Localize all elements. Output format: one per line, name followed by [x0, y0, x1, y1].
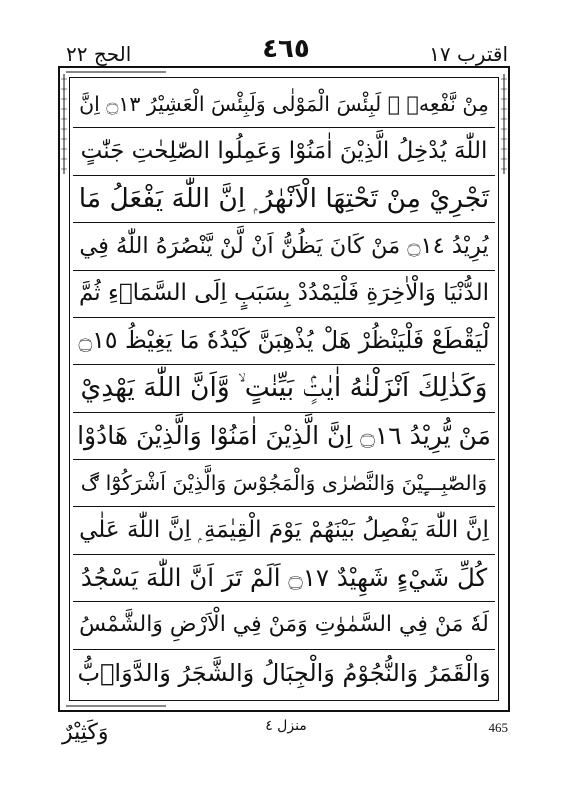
text-line: [73, 176, 495, 223]
page-header: [58, 34, 514, 66]
line-text: وَالْقَمَرُ وَالنُّجُوْمُ وَالْجِبَالُ وَالشَّجَرُ وَالدَّوَاۗبُّ: [77, 659, 491, 688]
line-text: يُرِيْدُ ۝١٤ مَنْ كَانَ يَظُنُّ اَنْ لَّنْ يَّنْصُرَهُ اللّٰهُ فِي: [79, 233, 489, 260]
surah-name: الحج ٢٢: [66, 42, 132, 66]
text-line: [73, 650, 495, 697]
page-number: 465: [488, 720, 508, 735]
border-ornament-top: [66, 68, 166, 76]
line-text: وَالصّٰبِـــِٕيْنَ وَالنَّصٰرٰى وَالْمَجُوْسَ وَالَّذِيْنَ اَشْرَكُوْٓا ڰ: [80, 470, 488, 495]
text-line: [73, 271, 495, 318]
text-line: [73, 460, 495, 507]
page-footer: [58, 712, 514, 752]
text-line: [73, 223, 495, 270]
text-line: [73, 365, 495, 412]
border-ornament-bottom: [66, 702, 166, 710]
text-line: [73, 128, 495, 175]
text-lines: [73, 81, 495, 697]
text-line: [73, 602, 495, 649]
text-line: [73, 507, 495, 554]
page-frame: [58, 66, 510, 712]
text-line: [73, 318, 495, 365]
catchword: وَكَثِيْرٌ: [62, 720, 109, 745]
line-text: مِنْ نَّفْعِهٖ ۭ لَبِئْسَ الْمَوْلٰى وَلَبِئْسَ الْعَشِيْرُ ۝١٣ اِنَّ: [79, 91, 489, 116]
line-text: لَهٗ مَنْ فِي السَّمٰوٰتِ وَمَنْ فِي الْاَرْضِ وَالشَّمْسُ: [79, 612, 489, 638]
juz-name: اقترب ١٧: [429, 42, 508, 66]
text-line: [73, 413, 495, 460]
line-text: وَكَذٰلِكَ اَنْزَلْنٰهُ اٰيٰتٍۢ بَيِّنٰتٍ ۙ وَّاَنَّ اللّٰهَ يَهْدِيْ: [80, 372, 488, 404]
page-number-arabic: ٤٦٥: [262, 34, 310, 64]
border-ornament-left: [60, 74, 68, 174]
line-text: لْيَقْطَعْ فَلْيَنْظُرْ هَلْ يُذْهِبَنَّ كَيْدُهٗ مَا يَغِيْظُ ۝١٥: [78, 326, 490, 355]
line-text: مَنْ يُّرِيْدُ ۝١٦ اِنَّ الَّذِيْنَ اٰمَنُوْا وَالَّذِيْنَ هَادُوْا: [77, 421, 491, 451]
manzil-label: منزل ٤: [265, 718, 307, 734]
line-text: اللّٰهَ يُدْخِلُ الَّذِيْنَ اٰمَنُوْا وَعَمِلُوا الصّٰلِحٰتِ جَنّٰتٍ: [80, 138, 488, 165]
border-ornament-right: [500, 74, 508, 174]
line-text: كُلِّ شَيْءٍ شَهِيْدٌ ۝١٧ اَلَمْ تَرَ اَنَّ اللّٰهَ يَسْجُدُ: [80, 562, 488, 592]
text-line: [73, 555, 495, 602]
line-text: اِنَّ اللّٰهَ يَفْصِلُ بَيْنَهُمْ يَوْمَ الْقِيٰمَةِ ۭ اِنَّ اللّٰهَ عَلٰي: [79, 517, 489, 544]
text-line: [73, 81, 495, 128]
line-text: تَجْرِيْ مِنْ تَحْتِهَا الْاَنْهٰرُ ۭ اِنَّ اللّٰهَ يَفْعَلُ مَا: [78, 182, 490, 214]
line-text: الدُّنْيَا وَالْاٰخِرَةِ فَلْيَمْدُدْ بِسَبَبٍ اِلَى السَّمَاۗءِ ثُمَّ: [79, 280, 489, 307]
